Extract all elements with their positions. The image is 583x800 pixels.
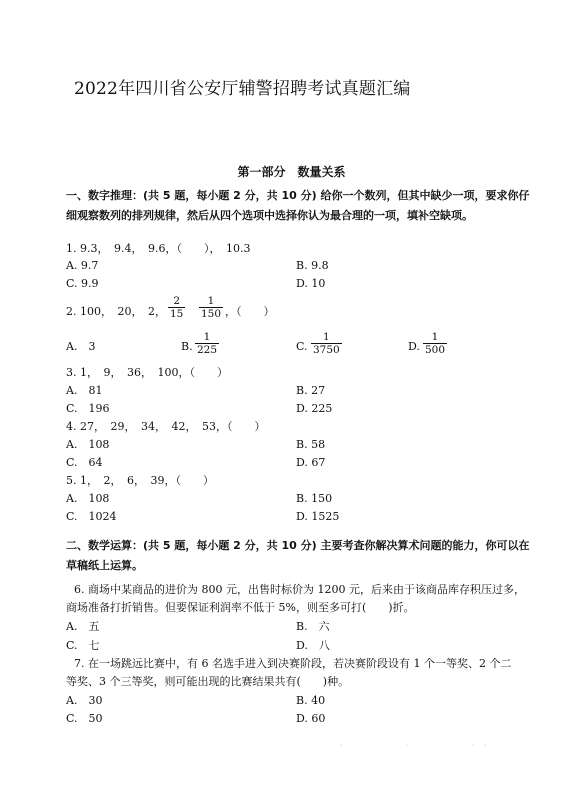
question-3-stem: 3. 1， 9， 36， 100，（ ） [66,366,228,379]
question-2-option-d-label: D. [408,340,420,353]
question-6-option-b: B. 六 [296,620,330,633]
question-1-stem: 1. 9.3， 9.4， 9.6，（ ）， 10.3 [66,242,251,255]
question-7-line-1: 7. 在一场跳远比赛中，有 6 名选手进入到决赛阶段，若决赛阶段设有 1 个一等奖、2 个二 [74,657,512,670]
question-2-option-c-label: C. [296,340,308,353]
question-6-option-a: A. 五 [66,620,100,633]
question-2-fraction-1: $\frac{2}{15}$ [170,295,184,320]
question-3-option-a: A. 81 [66,384,103,397]
question-2-tail: ，（ ） [225,305,275,318]
question-7-option-b: B. 40 [296,694,326,707]
question-7-option-a: A. 30 [66,694,103,707]
question-3-option-b: B. 27 [296,384,326,397]
question-6-line-1: 6. 商场中某商品的进价为 800 元，出售时标价为 1200 元，后来由于该商品库存积压过多， [74,583,525,596]
question-6-line-2: 商场准备打折销售。但要保证利润率不低于 5%，则至多可打( )折。 [66,601,415,614]
question-3-option-d: D. 225 [296,402,333,415]
question-2-option-d-fraction: $\frac{1}{500}$ [425,331,446,356]
question-6-option-d: D. 八 [296,639,330,652]
question-5-option-b: B. 150 [296,492,333,505]
question-2-fraction-2: $\frac{1}{150}$ [201,295,222,320]
question-1-option-a: A. 9.7 [66,259,99,272]
section-2-intro: 二、数学运算：(共 5 题，每小题 2 分，共 10 分) 主要考查你解决算术问题的能力，你可以在草稿纸上运算。 [66,539,530,572]
question-4-option-c: C. 64 [66,456,103,469]
section-1-intro: 一、数字推理：(共 5 题，每小题 2 分，共 10 分) 给你一个数列，但其中缺少一项，要求你仔细观察数列的排列规律，然后从四个选项中选择你认为最合理的一项，填补空缺项。 [66,189,530,222]
question-5-option-d: D. 1525 [296,510,340,523]
question-2-stem: 2. 100， 20， 2， [66,305,166,318]
question-7-option-d: D. 60 [296,712,326,725]
question-4-option-d: D. 67 [296,456,326,469]
question-6-option-c: C. 七 [66,639,100,652]
question-5-option-c: C. 1024 [66,510,117,523]
question-2-option-a: A. 3 [66,340,96,353]
question-5-stem: 5. 1， 2， 6， 39，（ ） [66,474,214,487]
question-1-option-d: D. 10 [296,277,326,290]
scan-artifact: · - · · [340,741,487,751]
question-1-option-b: B. 9.8 [296,259,329,272]
question-4-option-b: B. 58 [296,438,326,451]
part-title: 第一部分 数量关系 [237,165,346,179]
question-2-option-c-fraction: $\frac{1}{3750}$ [313,331,340,356]
question-3-option-c: C. 196 [66,402,110,415]
question-4-option-a: A. 108 [66,438,110,451]
question-1-option-c: C. 9.9 [66,277,99,290]
question-7-line-2: 等奖、3 个三等奖，则可能出现的比赛结果共有( )种。 [66,675,350,688]
question-2-option-b-label: B. [181,340,193,353]
question-4-stem: 4. 27， 29， 34， 42， 53，（ ） [66,420,266,433]
document-title: 2022年四川省公安厅辅警招聘考试真题汇编 [74,79,411,99]
question-7-option-c: C. 50 [66,712,103,725]
question-5-option-a: A. 108 [66,492,110,505]
question-2-option-b-fraction: $\frac{1}{225}$ [197,331,218,356]
